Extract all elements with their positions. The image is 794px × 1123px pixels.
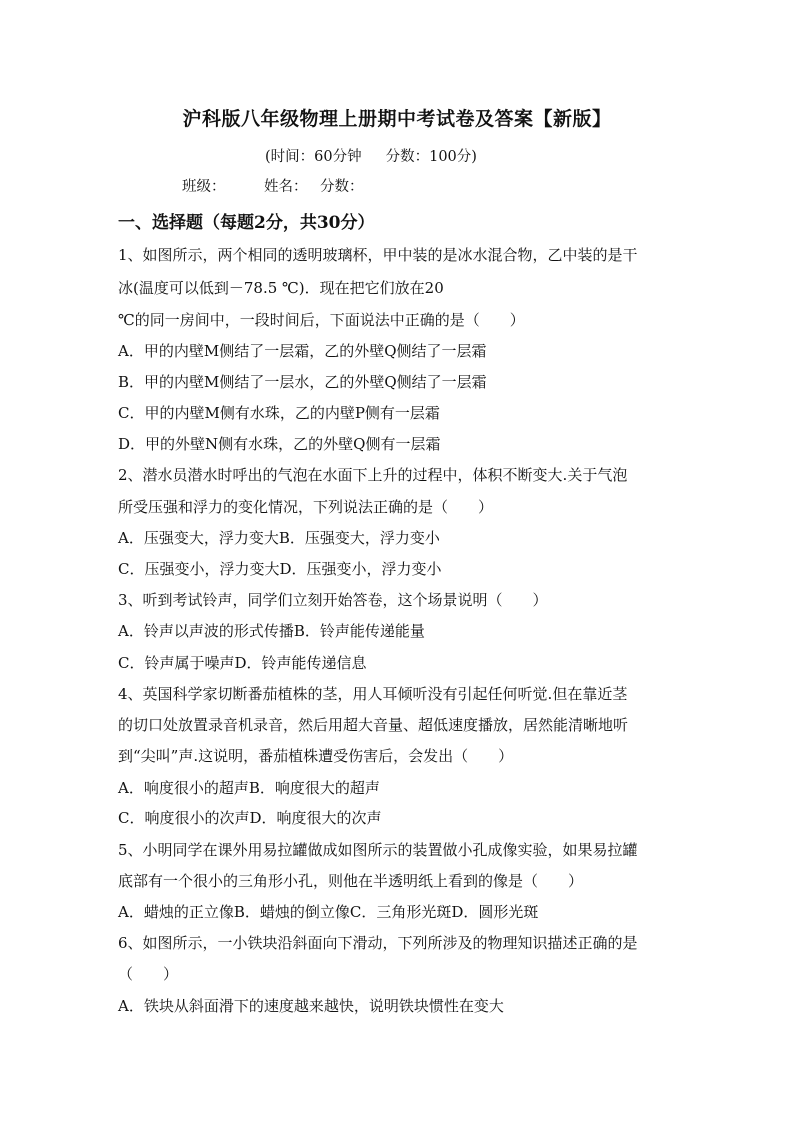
question-line: 所受压强和浮力的变化情况，下列说法正确的是（ ）: [118, 498, 494, 516]
option-line: A．压强变大，浮力变大B．压强变大，浮力变小: [118, 529, 440, 547]
name-label: 姓名：: [264, 179, 308, 195]
option-line: A．铃声以声波的形式传播B．铃声能传递能量: [118, 622, 425, 640]
option-line: C．压强变小，浮力变大D．压强变小，浮力变小: [118, 560, 442, 578]
page-title: 沪科版八年级物理上册期中考试卷及答案【新版】: [182, 108, 612, 130]
question-line: 底部有一个很小的三角形小孔，则他在半透明纸上看到的像是（ ）: [118, 872, 584, 890]
option-line: C．甲的内壁M侧有水珠，乙的内壁P侧有一层霜: [118, 404, 440, 422]
question-line: （ ）: [118, 965, 179, 983]
text-line: ℃的同一房间中，一段时间后，下面说法中正确的是（ ）: [118, 311, 525, 329]
option-line: A．铁块从斜面滑下的速度越来越快，说明铁块惯性在变大: [118, 997, 504, 1015]
question-line: 2、潜水员潜水时呼出的气泡在水面下上升的过程中，体积不断变大.关于气泡: [118, 466, 628, 484]
question-line: 6、如图所示，一小铁块沿斜面向下滑动，下列所涉及的物理知识描述正确的是: [118, 934, 638, 952]
option-line: A．蜡烛的正立像B．蜡烛的倒立像C．三角形光斑D．圆形光斑: [118, 903, 539, 921]
time-label: (时间：60分钟: [265, 149, 362, 165]
option-line: C．铃声属于噪声D．铃声能传递信息: [118, 654, 367, 672]
student-info-line: [182, 175, 364, 196]
points-label: 分数：: [320, 179, 364, 195]
option-line: C．响度很小的次声D．响度很大的次声: [118, 809, 382, 827]
option-line: A．甲的内壁M侧结了一层霜，乙的外壁Q侧结了一层霜: [118, 342, 487, 360]
option-line: B．甲的内壁M侧结了一层水，乙的外壁Q侧结了一层霜: [118, 373, 487, 391]
question-line: 3、听到考试铃声，同学们立刻开始答卷，这个场景说明（ ）: [118, 591, 548, 609]
option-line: A．响度很小的超声B．响度很大的超声: [118, 779, 380, 797]
question-line: 到“尖叫”声.这说明，番茄植株遭受伤害后，会发出（ ）: [118, 747, 514, 765]
section-heading-choice: 一、选择题（每题2分，共30分）: [118, 213, 375, 233]
text-line: 1、如图所示，两个相同的透明玻璃杯，甲中装的是冰水混合物，乙中装的是干: [118, 246, 638, 264]
question-line: 5、小明同学在课外用易拉罐做成如图所示的装置做小孔成像实验，如果易拉罐: [118, 841, 638, 859]
score-label: 分数：100分): [385, 149, 477, 165]
text-line: 冰(温度可以低到－78.5 ℃)．现在把它们放在20: [118, 279, 444, 297]
option-line: D．甲的外壁N侧有水珠，乙的外壁Q侧有一层霜: [118, 435, 441, 453]
class-label: 班级：: [182, 179, 226, 195]
question-line: 的切口处放置录音机录音，然后用超大音量、超低速度播放，居然能清晰地听: [118, 716, 629, 734]
question-line: 4、英国科学家切断番茄植株的茎，用人耳倾听没有引起任何听觉.但在靠近茎: [118, 685, 628, 703]
exam-time-score: [265, 145, 477, 166]
